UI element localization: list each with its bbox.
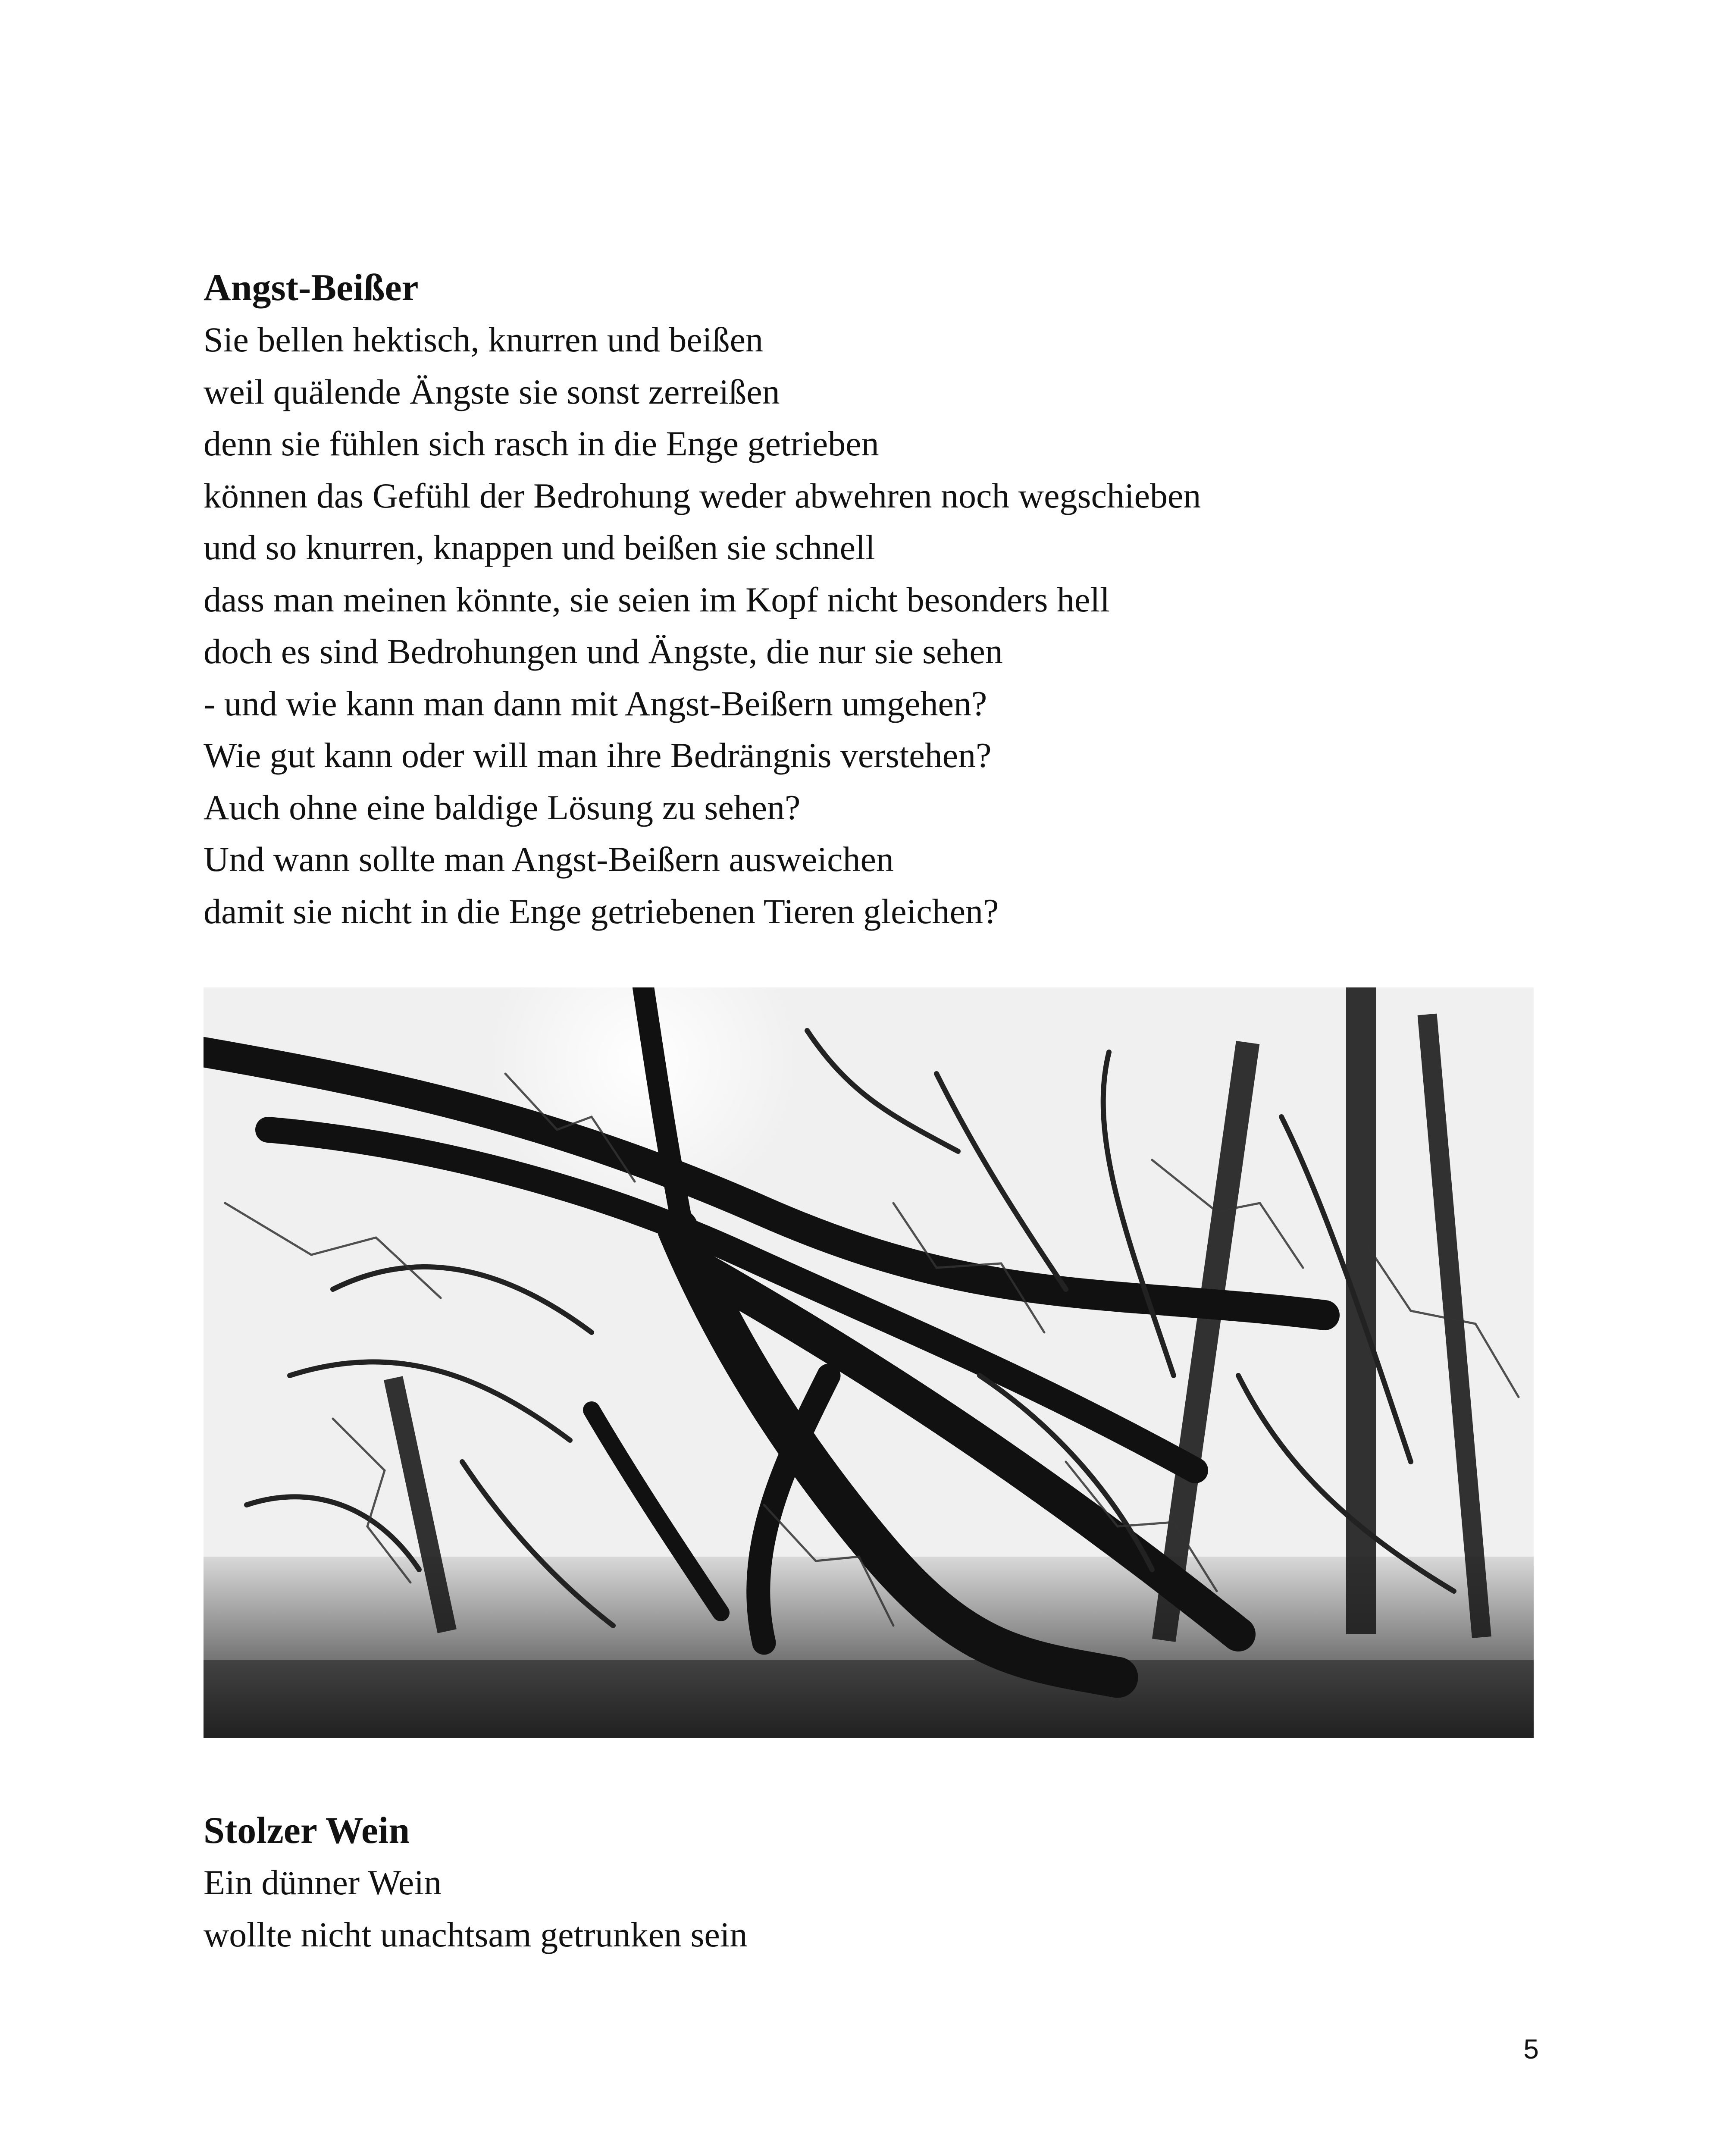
poem-stolzer-wein (204, 1805, 1540, 1961)
poem-line: und so knurren, knappen und beißen sie schnell (204, 528, 875, 567)
poem-line: damit sie nicht in die Enge getriebenen Tieren gleichen? (204, 891, 999, 931)
poem-line: denn sie fühlen sich rasch in die Enge getrieben (204, 424, 879, 463)
poem-line: Wie gut kann oder will man ihre Bedrängnis verstehen? (204, 736, 992, 775)
poem-title: Stolzer Wein (204, 1810, 410, 1852)
poem-line: dass man meinen könnte, sie seien im Kopf nicht besonders hell (204, 580, 1110, 619)
poem-line: Ein dünner Wein (204, 1863, 442, 1902)
poem-line: können das Gefühl der Bedrohung weder abwehren noch wegschieben (204, 476, 1201, 515)
poem-line: Und wann sollte man Angst-Beißern ausweichen (204, 840, 894, 879)
poem-title: Angst-Beißer (204, 267, 419, 309)
poem-line: Auch ohne eine baldige Lösung zu sehen? (204, 787, 801, 827)
tree-photo (204, 987, 1534, 1738)
poem-line: - und wie kann man dann mit Angst-Beißern umgehen? (204, 683, 987, 723)
poem-angst-beisser (204, 262, 1540, 937)
tree-photo-illustration (204, 987, 1534, 1738)
poem-line: Sie bellen hektisch, knurren und beißen (204, 320, 763, 359)
poem-line: wollte nicht unachtsam getrunken sein (204, 1915, 748, 1954)
page-number: 5 (1523, 2034, 1539, 2065)
poem-line: weil quälende Ängste sie sonst zerreißen (204, 372, 780, 411)
poem-line: doch es sind Bedrohungen und Ängste, die nur sie sehen (204, 632, 1003, 671)
